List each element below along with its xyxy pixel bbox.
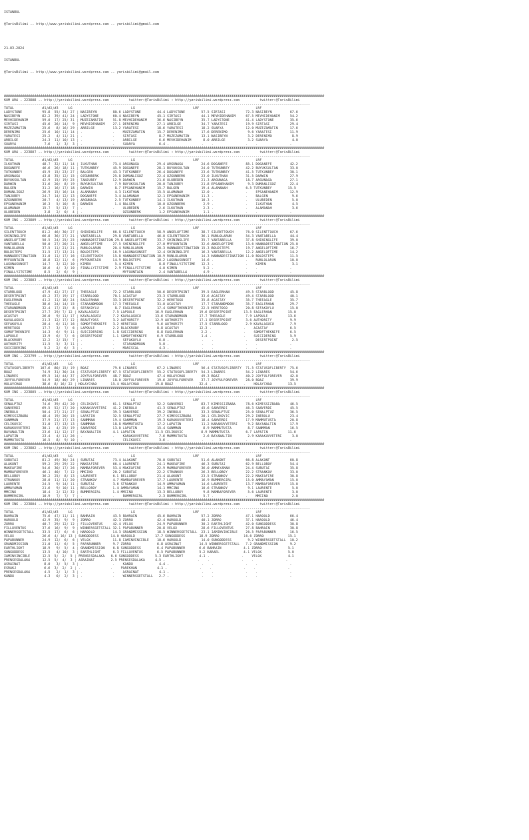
table-row: GRANDMISSION 21.0 11/ 6/ 5 | PAPABUNNER 9.7 ZORRO 6.8 ASRAINAT 14.5 WINNERSGETSTALL 7.2 GRANDMISSION 9.2 [4,542,296,546]
table-row: BUMMERGIRL 10.9 7/ 7/ 7 | . . BUMMERGIRL 2.3 BUMMERGIRL 5.7 . . MMCINO 2.0 [4,494,298,498]
table-row: JOYFULFOREVER 54.9 18/ 40/ 29 | LINARES 18.0 JOYFULFOREVER 19.6 JOYFULFOREVER 37.7 JOYFULFOREVER 28.0 BOAZ 39.9 [4,378,298,382]
column-header: TOTAL #1/#2/#3 LG LG LRF LRF [4,286,262,290]
table-row: BAYANALTIN 23.6 11/ 12/ 17 | BAYANALTIN 4.1 LAPATIN 11.5 CELIKOVIC 8.9 MAMMUTUSTA 6.7 LAPATIN 11.6 [4,430,296,434]
table-row: STARBLOOD 47.9 42/ 27/ 17 | THEEAGLE 72.2 STARBLOOD 50.6 DESERTPOINT 39.5 EAGLERHAN 49.5 STARBLOOD 45.8 [4,290,298,294]
table-row: ACASTAY 26.0 9/ 11/ 17 | KAVALAGUCU 7.2 KAVALAGUCU 13.6 STARANDMOON 17.7 THEEAGLE 7.9 LAPOULE 13.6 [4,314,296,318]
table-row: ALAKONT 59.2 29/ 29/ 22 | MAKEAFIRE 66.4 LAURENTE 24.1 MAKEAFIRE 46.3 SUBUTAI 62.9 BELLOBOY 54.4 [4,462,298,466]
table-row: KIMEN 10.6 4/ 3/ 10 | FINALLYITSTIME 2.9 FINALLYITSTIME 4.0 KIMEN 5.2 . . . . [4,266,292,270]
table-row: HAROOLD 42.9 35/ 9/ 9 | ZORRO 42.3 ZORRO 42.4 HAROOLD 40.1 ZORRO 37.1 HAROOLD 46.4 [4,518,298,522]
table-row: MAMMUTUSTA 16.5 8/ 9/ 10 | . . CELIKOVIC 3.6 . . . . . . [4,438,292,442]
table-row: SUNGODDESS 13.5 4/ 10/ 3 | EARTHLIGHT 6.3 FILLOVENTUS 6.5 PAPABUNNER 5.2 KARAEL 4.1 VELOX 5.0 [4,550,294,554]
column-header: TOTAL #1/#2/#3 LG LG LRF LRF [4,106,262,110]
table-row: BAHRAIN 75.6 47/ 11/ 11 | BAHRAIN 43.5 BAHRAIN 45.6 BAHRAIN 57.2 ZORRO 47.1 HAROOLD 66.4 [4,514,298,518]
table-row: AUTHORITY 11.5 5/ 3/ 11 | . . STARANDMOON 5.0 . . . . . . [4,342,292,346]
table-row: VANTABELLA 50.0 27/ 20/ 21 | ANGELOFTIME 27.5 SHININGLIFE 27.0 MYFOUNTAIN 32.6 ANGELOFTIME 13.6 HANNADESTINATION 25.0 [4,242,298,246]
table-row: DUMANLIGOZ 26.9 15/ 16/ 14 | ALAMANAH 4.3 ILKUTHAN 15.5 ALAMANAH 12.0 . . EPSANEHANIM 12.9 [4,190,298,194]
table-row: STARANDMOON 32.4 17/ 15/ 8 | SEFAKOYLU 8.7 EAGLERHAN 17.4 SOMOFTHEKNIFE 22.5 HERETOGO 20.8 SEFAKOYLU 15.0 [4,306,298,310]
race-title: KUM ARA - 223808 -- http://yarisbilimi.wordpress.com twitter:@TarisBilimi : http://yarisbilimi.wordpress.com twitter:@TarisBilimi [4,98,300,102]
table-row: MUZEZAMATIN 25.6 8/ 16/ 29 | ARBILGE 13.2 YARATESI 18.6 YARATESI 18.2 SUARYA 12.0 MUZEZAMATIN 17.6 [4,126,298,130]
table-row: LAGUNASUNSET 14.7 3/ 12/ 10 | KIMEN 5.4 KIMEN 8.8 FINALLYITSTIME 12.3 . . KIMEN 3.1 [4,262,298,266]
table-row: SENALPTUZ 74.6 39/ 42/ 20 | CELIKOVIC 61.1 SENALPTUZ 52.2 SANVERDI 83.7 KIMESSIZBABA 78.6 KIMESSIZBABA 46.5 [4,402,298,406]
table-row: SUBUTAI 81.2 49/ 30/ 24 | SUBUTAI 73.4 ALAKONT 70.0 SUBUTAI 51.6 ALAKONT 66.8 ALAKONT 60.8 [4,458,298,462]
row-separator: -------------------------------------------------------------------------------------------------------------------------------------------------------- [4,506,310,510]
table-row: BUYUKSULTAN 42.9 15/ 19/ 25 | TANJUBEY 12.9 DARWIN 21.6 ULUBEDEN 21.3 ARGUNAGA 18.7 ARGUNAGA 27.1 [4,178,298,182]
race-title: KUM ARA - 223807 -- http://yarisbilimi.wordpress.com twitter:@TarisBilimi : http://yarisbilimi.wordpress.com twitter:@TarisBilimi [4,150,300,154]
spacer [4,82,525,86]
table-row: LAURENTE 24.5 9/ 14/ 11 | SUBUTAI 3.6 STRANKOV 14.9 AMMAYAMAN 14.6 LAURENTE 13.7 MAMBAFOREVER 15.0 [4,482,298,486]
table-row: KARAKUVVETERI 30.1 4/ 25/ 19 | SANVERDI 13.0 LAPATIN 15.4 SANMMAN 8.9 MAMMUTUSTA 8.7 SANMMAN 16.5 [4,426,298,430]
table-row: BLACKRUBY 12.2 2/ 15/ 7 | . . SEFAKOYLU 6.0 . . . . DESERTPOINT 2.5 [4,338,298,342]
table-row: BOAZ 74.9 31/ 30/ 24 | STATUSOFLIBERTY 67.5 STATUSOFLIBERTY 55.2 STATUSOFLIBERTY 54.3 LINARES 54.2 LINARES 54.6 [4,370,298,374]
table-row: SIRTASI 45.6 26/ 14/ 9 | MEVHIDEHANIM 27.1 DERENIMO 27.1 ARBILGE 34.7 YARATESI 19.9 SIRTASI 29.4 [4,122,298,126]
table-row: SILENTTOUCH 81.2 46/ 30/ 27 | SHININGLIFE 66.8 SILENTTOUCH 58.9 ANGELOFTIME 38.7 SILENTTOUCH 76.0 SILENTTOUCH 67.6 [4,230,298,234]
race-title: KUM ING - 223809 -- http://yarisbilimi.wordpress.com twitter:@TarisBilimi : http://yarisbilimi.wordpress.com twitter:@TarisBilimi [4,218,300,222]
table-row: DARWIN 31.6 20/ 8/ 19 | BUYUKSULTAN 7.9 BUYUKSULTAN 20.0 TANJUBEY 21.8 EPSANEHANIM 9.3 DUMANLIGOZ 22.4 [4,182,298,186]
table-row: STRANKOV 28.0 11/ 11/ 20 | STRANKOV 4.7 MAMBAFOREVER 17.7 LAURENTE 16.9 BUMMERGIRL 15.0 AMMAYAMAN 15.0 [4,478,298,482]
section-separator: ############################################################################################################################################################### [4,442,325,446]
table-row: ARBILGE 24.3 11/ 10/ 13 | . . ARBILGE 6.6 MEVHIDEHANIM 8.0 ARBILGE 3.2 SUARYA 4.0 [4,138,298,142]
table-row: MAKEAFIRE 54.6 30/ 17/ 26 | MAMBAFOREVER 53.4 MAKEAFIRE 22.9 MAMBAFOREVER 36.0 AMMAYAMAN 24.4 SUBUTAI 35.8 [4,466,298,470]
row-separator: -------------------------------------------------------------------------------------------------------------------------------------------------------- [4,282,310,286]
header-city-2: ISTANBUL [4,58,21,62]
table-row: AMMAYAMAN 21.6 9/ 10/ 11 | BELLOBOY 1.4 AMMAYAMAN 14.1 MMCINO 10.6 STRANKOV 9.1 LAURENTE 5.0 [4,486,298,490]
header-date: 21.03.2024 [4,46,25,50]
table-row: WINNERSGETSTALL 33.5 17/ 6/ 6 | HAROOLD 14.3 GRANDMISSION 18.5 WINNERSGETSTALL 23.1 IAMINVINCIBLE 26.5 PAPABUNNER 16.5 [4,530,298,534]
table-row: PAPABUNNER 24.9 12/ 6/ 6 | VELOX 11.8 IAMINVINCIBLE 10.6 HAROOLD 14.0 SUNGODDESS 9.2 WINNERSGETSTALL 10.2 [4,538,298,542]
race-title: KUM ING - 223803 -- http://yarisbilimi.wordpress.com twitter:@TarisBilimi : http://yarisbilimi.wordpress.com twitter:@TarisBilimi [4,278,300,282]
race-title: KUM ING - 223804 -- http://yarisbilimi.wordpress.com twitter:@TarisBilimi : http://yarisbilimi.wordpress.com twitter:@TarisBilimi [4,502,300,506]
race-title: KUM ING - 223805 -- http://yarisbilimi.wordpress.com twitter:@TarisBilimi : http://yarisbilimi.wordpress.com twitter:@TarisBilimi [4,390,300,394]
row-separator: -------------------------------------------------------------------------------------------------------------------------------------------------------- [4,102,310,106]
race-title: KUM ING - 223799 -- http://yarisbilimi.wordpress.com twitter:@TarisBilimi : http://yarisbilimi.wordpress.com twitter:@TarisBilimi [4,354,300,358]
section-separator: ############################################################################################################################################################### [4,498,325,502]
document-body [4,2,525,582]
section-separator: ############################################################################################################################################################### [4,94,325,98]
table-row: SOMOFTHEKNIFE 14.3 6/ 9/ 11 | SUICIDERING 1.8 SUICIDERING 8.8 EAGLERHAN 2.2 . . SOMOFTHEKNIFE 6.5 [4,330,296,334]
section-separator: ############################################################################################################################################################### [4,274,325,278]
table-row: DESERTPOINT 45.2 37/ 19/ 17 | STARBLOOD 70.1 ACASTAY 23.3 STARBLOOD 33.6 ACASTAY 49.4 STARBLOOD 40.1 [4,294,298,298]
table-row: HERETOGO 17.7 3/ 7/ 6 | LAPOULE 2.2 BLACKRUBY 8.8 ACASTAY 12.3 . . ACASTAY 6.5 [4,326,296,330]
header-contact: @TarisBilimi -- http://www.yarisbilimi.wordpress.com -- yarisbilimi@gmail.com [4,22,160,26]
table-row: MEVHIDEHANIM 59.0 17/ 25/ 31 | MUZEZAMATIN 51.8 MEVHIDEHANIM 36.6 NASIBEYN 35.7 LADYSTONE 41.4 LADYSTONE 35.6 [4,118,298,122]
table-row: DERENIMO 25.6 10/ 11/ 14 | . . MUZEZAMATIN 15.7 DERENIMO 17.6 DERENIMO 9.6 YARATESI 11.9 [4,130,298,134]
table-row: HANNADESTINATION 31.0 11/ 17/ 16 | SILENTTOUCH 15.8 HANNADESTINATION 10.9 RUNLOLARUN 14.3 HANNADESTINATION 11.0 BOLDSTEPS 11.5 [4,254,298,258]
table-row: MMCINO 18.4 2/ 12/ 32 | BUMMERGIRL 1.4 MMCINO 13.3 BELLOBOY 9.8 MAMBAFOREVER 5.6 LAURENTE 3.0 [4,490,298,494]
table-row: ILKUTHAN 48.7 32/ 11/ 14 | ILKUTHAN 73.4 ARGUNAGA 29.4 ARGUNAGA 24.6 DOGANEFE 85.1 DOGANEFE 42.2 [4,162,298,166]
race-title: KUM ING - 223802 -- http://yarisbilimi.wordpress.com twitter:@TarisBilimi : http://yarisbilimi.wordpress.com twitter:@TarisBilimi [4,446,300,450]
section-separator: ############################################################################################################################################################### [4,350,325,354]
table-row: HOLAYCHAO 38.6 8/ 16/ 22 | HOLAYCHAO 15.4 HOLAYCHAO 19.8 BOAZ 32.4 . . HOLAYCHAO 13.5 [4,382,296,386]
table-row: ANGELOFTIME 50.5 24/ 25/ 25 | HANNADESTINATION 29.8 ANGELOFTIME 33.7 SHININGLIFE 35.7 VANTABELLA 37.8 SHININGLIFE 39.0 [4,238,298,242]
row-separator: -------------------------------------------------------------------------------------------------------------------------------------------------------- [4,222,310,226]
table-row: ZORRO 40.7 29/ 12/ 12 | FILLOVENTUS 42.4 VELOX 24.9 PAPABUNNER 30.2 EARTHLIGHT 42.0 SUNGODDESS 30.8 [4,522,298,526]
table-row: LADYSTONE 95.8 55/ 34/ 27 | NASIBEYN 80.6 LADYSTONE 44.4 LADYSTONE 57.5 SIRTASI 72.3 NASIBEYN 67.6 [4,110,298,114]
table-row: STATUSOFLIBERTY 107.6 80/ 15/ 19 | BOAZ 79.6 LINARES 67.2 LINARES 56.4 STATUSOFLIBERTY 71.5 STATUSOFLIBERTY 75.6 [4,366,298,370]
table-row: FILLOVENTUS 37.6 16/ 9/ 9 | WINNERSGETSTALL 32.1 PAPABUNNER 20.8 VELOX 28.6 FILLOVENTUS 27.8 BAHRAIN 30.8 [4,526,298,530]
header-city: ISTANBUL [4,10,21,14]
table-row: BALGEN 31.2 16/ 17/ 18 | DARWIN 8.7 EPSANEHANIM 15.7 BALGEN 19.4 ALAMANAH 6.5 TUTKUNBEY 15.5 [4,186,296,190]
table-row: TUTKUNBEY 45.9 15/ 23/ 27 | BALGEN 43.3 TUTKUNBEY 26.4 DOGANEFE 23.6 TUTKUNBEY 41.5 TUTKUNBEY 30.1 [4,170,298,174]
row-separator: -------------------------------------------------------------------------------------------------------------------------------------------------------- [4,394,310,398]
table-row: LINARES 69.5 14/ 44/ 37 | JOYFULFOREVER 48.7 BOAZ 47.4 HOLAYCHAO 49.3 BOAZ 40.2 JOYFULFOREVER 42.0 [4,374,298,378]
spacer [4,34,525,38]
table-row: SHININGLIFE 66.8 36/ 27/ 21 | VANTABELLA 29.8 VANTABELLA 46.0 SILENTTOUCH 36.1 RUNLOLARUN 54.3 VANTABELLA 44.4 [4,234,298,238]
table-row: MYFOUNTAIN 18.8 12/ 11/ 6 | MYFOUNTAIN 14.9 BOLDSTEPS 10.2 LAGUNASUNSET 14.6 . . RUNLOLARUN 10.0 [4,258,298,262]
table-row: YARATESI 25.2 4/ 11/ 21 | . . SIRTASI 8.7 MUZEZAMATIN 13.1 NASIBEYN 3.2 DERENIMO 8.9 [4,134,298,138]
row-separator: -------------------------------------------------------------------------------------------------------------------------------------------------------- [4,358,310,362]
table-row: DESERTPOINT 27.7 29/ 7/ 12 | KAVALAGUCU 7.5 LAPOULE 16.9 EAGLERHAN 19.6 DESERTPOINT 13.5 EAGLERHAN 15.0 [4,310,296,314]
table-row: FINALLYITSTIME 8.5 2/ 6/ 9 | . . MYFOUNTAIN 2.4 VANTABELLA 4.9 . . . . [4,270,292,274]
table-row: ASRAINAT 8.0 3/ 5/ 3 | . . KANDO 4.4 . . . . . . [4,562,292,566]
table-row: BOLDSTEPS 31.5 17/ 13/ 21 | BOLDSTEPS 16.9 LAGUNASUNSET 12.4 SHININGLIFE 16.3 VANTABELLA 12.2 ANGELOFTIME 14.2 [4,250,298,254]
table-row: INEBOLU 50.4 27/ 21/ 27 | SENALPTUZ 39.3 SANVERDI 39.2 INEBOLU 33.3 SENALPTUZ 25.0 SENALPTUZ 36.5 [4,410,298,414]
table-row: IAMINVINCIBLE 12.5 5/ 2/ 5 | PRENSESDALAKA 6.6 SUNGODDESS 5.3 EARTHLIGHT 4.1 . . VELOX 4.1 [4,554,294,558]
table-row: CELIKOVIC 31.0 17/ 13/ 13 | SANMMAN 18.8 MAMMUTUSTA 17.2 LAPATIN 11.2 KARAKUVVETERI 9.2 BAYANALTIN 17.9 [4,422,298,426]
table-row: ESRAKJ 6.6 3/ 2/ 2 | . . PAREKHAN 4.1 . . . . . . [4,566,290,570]
column-header: TOTAL #1/#2/#3 LG LG LRF LRF [4,226,262,230]
table-row: KANDO 4.3 0/ 2/ 3 | . . WINNERSGETSTALL 2.7 . . . . . . [4,574,292,578]
table-row: ULUBEDEN 3.8 2/ 0/ 4 | . . OZGUNBERK 1.2 EPSANEHANIM 1.1 . . . . [4,210,292,214]
table-row: KAVALAGUCU 21.3 12/ 17/ 12 | BEAUTYOSS 3.2 AUTHORITY 12.9 AUTHORITY 17.1 DESERTPOINT 3.6 AUTHORITY 9.9 [4,318,296,322]
table-row: RUNLOLARUN 37.5 11/ 21/ 21 | RUNLOLARUN 20.4 RUNLOLARUN 20.3 HANNADESTINATION 15.3 BOLDSTEPS 19.7 ANGELOFTIME 16.7 [4,246,298,250]
table-row: SANMMAN 37.9 21/ 17/ 13 | SANMMAN 19.4 SANMMAN 19.3 KARAKUVVETERI 18.4 SANVERDI 17.9 MAMMUTUSTA 20.8 [4,418,298,422]
table-row: LAPATIN 23.4 4/ 11/ 26 | . . KARAKUVVETERI 7.6 MAMMUTUSTA 2.6 BAYANALTIN 2.9 KARAKUVVETERI 3.0 [4,434,298,438]
table-row: VELOX 26.6 4/ 16/ 13 | SUNGODDESS 14.0 HAROOLD 17.7 SUNGODDESS 18.9 ZORRO 16.6 ZORRO 15.1 [4,534,296,538]
table-row: OZGUNBERK 20.7 4/ 13/ 19 | ARGUNAGA 2.5 TUTKUNBEY 14.1 ILKUTHAN 10.3 . . ULUBEDEN 5.0 [4,198,298,202]
table-row: SUARYA 7.6 1/ 3/ 3 | . . SUARYA 6.4 . . . . . . [4,142,292,146]
table-row: PRENSESDALAKA 12.5 5/ 4/ 3 | ASRAINAT 2.5 PRENSESDALAKA 4.5 . . . . . . [4,558,288,562]
table-row: EAGLERHAN 41.2 11/ 18/ 24 | EAGLERHAN 33.3 DESERTPOINT 32.2 HERETOGO 35.8 ACASTAY 35.7 THEEAGLE 35.7 [4,298,298,302]
section-separator: ############################################################################################################################################################### [4,386,325,390]
row-separator: -------------------------------------------------------------------------------------------------------------------------------------------------------- [4,450,310,454]
table-row: EPSANEHANIM 16.3 5/ 10/ 8 | DARWIN 1.4 BALGEN 10.0 OZGUNBERK 2.9 . . ILKUTHAN 4.5 [4,202,298,206]
table-row: DOGANEFE 46.6 26/ 18/ 11 | TUTKUNBEY 45.9 DOGANEFE 28.1 BUYUKSULTAN 24.0 TUTKUNBEY 42.2 BUYUKSULTAN 33.0 [4,166,298,170]
row-separator: -------------------------------------------------------------------------------------------------------------------------------------------------------- [4,154,310,158]
table-row: NASIBEYN 82.2 39/ 41/ 24 | LADYSTONE 60.4 NASIBEYN 45.1 SIRTASI 44.1 MEVHIDEHANIM 67.5 MEVHIDEHANIM 54.2 [4,114,298,118]
column-header: TOTAL #1/#2/#3 LG LG LRF LRF [4,398,262,402]
table-row: SANVERDI 69.5 52/ 17/ 20 | KARAKUVVETERI 41.2 INEBOLU 41.3 SENALPTUZ 45.6 SANVERDI 46.3 SANVERDI 45.5 [4,406,298,410]
header-contact-2: @TarisBilimi -- http://www.yarisbilimi.wordpress.com -- yarisbilimi@gmail.com [4,70,160,74]
table-row: EARTHLIGHT 18.9 9/ 5/ 4 | GRANDMISSION 6.8 SUNGODDESS 6.4 PAPABUNNER 6.6 BAHRAIN 4.1 ZORRO 5.1 [4,546,294,550]
table-row: SEFAKOYLU 20.4 6/ 11/ 16 | SOMOFTHEKNIFE 3.2 HERETOGO 9.6 AUTHORITY 17.5 STARBLOOD 2.9 KAVALAGUCU 7.9 [4,322,296,326]
table-row: KIMESSIZBABA 48.4 19/ 20/ 15 | LAPATIN 32.5 SENALPTUZ 27.7 KIMESSIZBABA 20.1 CELIKOVIC 29.2 INEBOLU 23.4 [4,414,298,418]
table-row: TANJUBEY 24.7 14/ 12/ 13 | DOGANEFE 3.4 ALAMANAH 12.1 EPSANEHANIM 11.3 . . BALGEN 9.6 [4,194,298,198]
race-tables [4,94,525,578]
section-separator: ############################################################################################################################################################### [4,146,325,150]
table-row: SUICIDERING 5.2 2/ 6/ 3 | . . MARISCAL 4.3 . . . . . . [4,346,292,350]
column-header: TOTAL #1/#2/#3 LG LG LRF LRF [4,362,262,366]
table-row: BELLOBOY 36.2 25/ 8/ 13 | LAURENTE 6.1 BELLOBOY 21.4 ALAKONT 23.5 STRANKOV 22.2 MAKEAFIRE 30.8 [4,474,298,478]
table-row: LAPOULE 13.9 6/ 7/ 6 | DESERTPOINT 1.1 SOMOFTHEKNIFE 6.9 STARBLOOD 1.4 . . SUICIDERING 5.9 [4,334,296,338]
table-row: PRENSESDALAKA 4.5 2/ 1/ 3 | . . ASRAINAT 4.1 . . . . . . [4,570,292,574]
column-header: TOTAL #1/#2/#3 LG LG LRF LRF [4,510,262,514]
table-row: MAMBAFOREVER 46.1 40/ 7/ 12 | MMCINO 20.2 SUBUTAI 22.2 STRANKOV 26.3 BELLOBOY 22.2 STRANKOV 33.0 [4,470,298,474]
column-header: TOTAL #1/#2/#3 LG LG LRF LRF [4,158,262,162]
column-header: TOTAL #1/#2/#3 LG LG LRF LRF [4,454,262,458]
section-separator: ############################################################################################################################################################### [4,214,325,218]
table-row: ARGUNAGA 43.8 35/ 12/ 15 | OZGUNBERK 25.8 DUMANLIGOZ 22.4 OZGUNBERK 23.0 ILKUTHAN 31.5 DARWIN 27.9 [4,174,298,178]
table-row: ALAMANAH 15.7 5/ 13/ 7 | . . ULUBEDEN 2.6 ILKUTHAN 2.3 . . ALAMANAH 3.6 [4,206,298,210]
table-row: THEEAGLE 38.6 24/ 14/ 15 | STARANDMOON 17.3 THEEAGLE 31.0 ACASTAY 17.7 STARANDMOON 35.7 EAGLERHAN 29.7 [4,302,298,306]
